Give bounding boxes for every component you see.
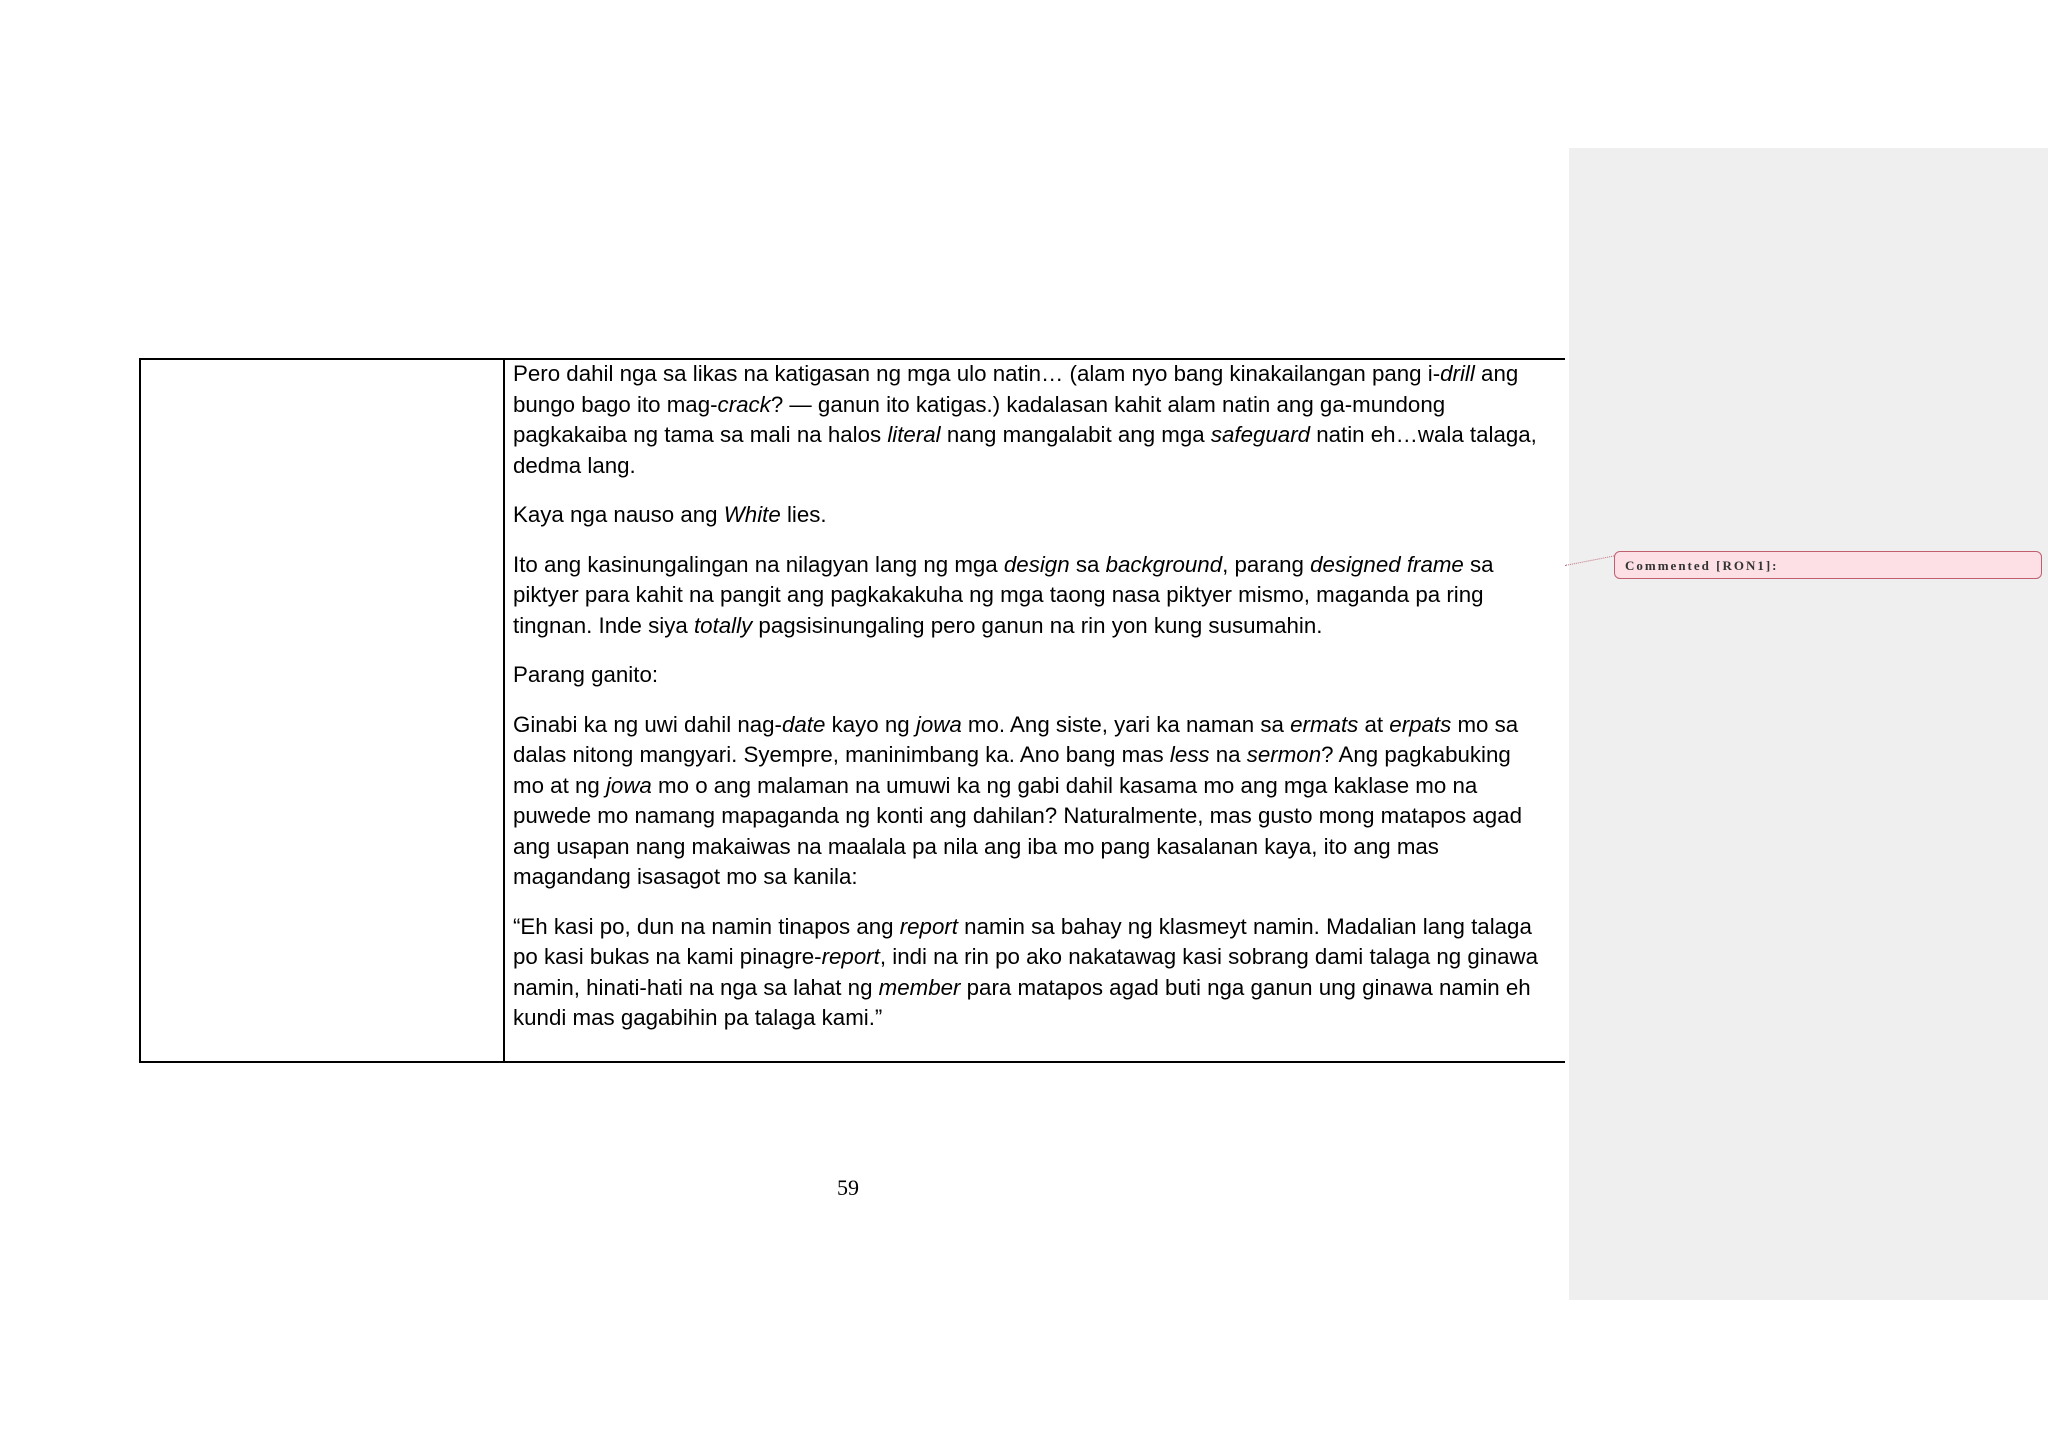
text-run: Ito ang kasinungalingan na nilagyan lang ng mga — [513, 551, 1004, 577]
italic-text: less — [1169, 742, 1210, 767]
text-run: Ginabi ka ng uwi dahil nag- — [513, 711, 782, 737]
body-paragraph — [513, 660, 1543, 691]
italic-text: designed frame — [1310, 551, 1464, 577]
text-run: “Eh kasi po, dun na namin tinapos ang — [513, 913, 900, 939]
italic-text: White — [723, 502, 781, 527]
text-run: ? — ganun ito katigas.) kadalasan kahit alam natin ang ga-mundong pagkakaiba ng tama sa mali na halos — [513, 391, 1446, 447]
body-paragraph — [513, 550, 1543, 642]
italic-text: safeguard — [1210, 422, 1311, 447]
comment-pane — [1569, 148, 2048, 1300]
text-run: , parang — [1222, 551, 1311, 577]
italic-text: jowa — [915, 711, 962, 737]
text-run: ? Ang pagkabuking mo at ng — [513, 742, 1511, 798]
text-run: , indi na rin po ako nakatawag kasi sobrang dami talaga ng ginawa namin, hinati-hati na nga sa lahat ng — [513, 944, 1539, 1000]
text-run: Pero dahil nga sa likas na katigasan ng mga ulo natin… (alam nyo bang kinakailangan pang i- — [513, 361, 1441, 386]
text-run: at — [1358, 711, 1390, 737]
text-run: natin eh…wala talaga, dedma lang. — [513, 422, 1537, 478]
text-run: pagsisinungaling pero ganun na rin yon kung susumahin. — [752, 612, 1323, 638]
text-run: sa — [1069, 551, 1106, 577]
italic-text: date — [781, 711, 826, 737]
text-run: nang mangalabit ang mga — [940, 422, 1211, 447]
italic-text: ermats — [1290, 711, 1359, 737]
table-text-cell — [513, 359, 1543, 1053]
text-run: na — [1209, 742, 1247, 767]
italic-text: report — [899, 913, 958, 939]
comment-balloon[interactable] — [1614, 551, 2042, 579]
text-run: mo o ang malaman na umuwi ka ng gabi dahil kasama mo ang mga kaklase mo na puwede mo namang mapaganda ng konti ang dahilan? Naturalmente, mas gusto mong matapos agad ang usapan nang makaiwas na maalala pa nila ang iba mo pang kasalanan kaya, ito ang mas magandang isasagot mo sa kanila: — [513, 772, 1522, 889]
text-run: ang bungo bago ito mag- — [513, 361, 1519, 417]
text-run: sa piktyer para kahit na pangit ang pagkakakuha ng mga taong nasa piktyer mismo, maganda pa ring tingnan. Inde siya — [513, 551, 1494, 638]
italic-text: crack — [717, 391, 771, 417]
body-paragraph — [513, 710, 1543, 893]
italic-text: literal — [887, 422, 941, 447]
italic-text: report — [821, 944, 880, 969]
italic-text: background — [1105, 551, 1223, 577]
text-run: Parang ganito: — [513, 662, 659, 687]
italic-text: member — [878, 974, 961, 1000]
text-run: mo. Ang siste, yari ka naman sa — [961, 711, 1291, 737]
text-run: lies. — [780, 502, 827, 527]
italic-text: totally — [693, 612, 753, 638]
body-paragraph — [513, 912, 1543, 1034]
text-run: Kaya nga nauso ang — [513, 502, 724, 527]
italic-text: jowa — [605, 772, 652, 798]
italic-text: drill — [1440, 361, 1475, 386]
italic-text: erpats — [1389, 711, 1452, 737]
text-run: namin sa bahay ng klasmeyt namin. Madalian lang talaga po kasi bukas na kami pinagre- — [513, 913, 1532, 969]
table-column-divider — [503, 358, 505, 1063]
page-number: 59 — [837, 1175, 859, 1200]
italic-text: design — [1003, 551, 1070, 577]
body-paragraph — [513, 500, 1543, 531]
text-run: kayo ng — [825, 711, 916, 737]
comment-label: Commented [RON1]: — [1625, 558, 1779, 573]
italic-text: sermon — [1246, 742, 1322, 767]
text-run: para matapos agad buti nga ganun ung ginawa namin eh kundi mas gagabihin pa talaga kami.” — [513, 974, 1531, 1030]
text-run: mo sa dalas nitong mangyari. Syempre, maninimbang ka. Ano bang mas — [513, 711, 1519, 767]
body-paragraph — [513, 359, 1543, 481]
